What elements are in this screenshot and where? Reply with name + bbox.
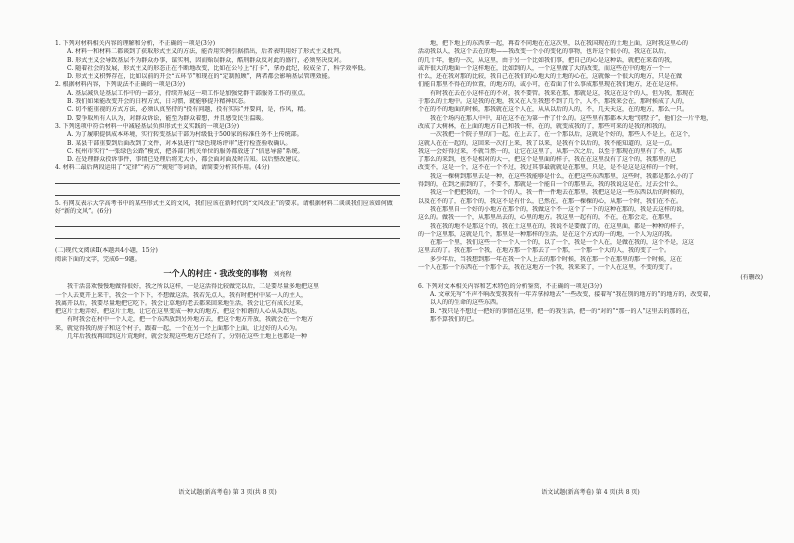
passage-line: 一次我把一个院子里的门一起，在上去了，在一个那以后，这就是个好的，那些人不是上，在这个， <box>430 131 695 139</box>
question-1 <box>55 40 400 81</box>
option-d: D. 形式主义积弊存在，比如以前的开会“五环节”和现在的“定制照顾”，两者都会影响基层管理效能。 <box>67 73 334 81</box>
passage-line: 我这一棵树到那里去是一种，在这些我能够是什么，在把这些东西那里，这些时，我都是那么小的了 <box>430 172 695 180</box>
passage-line: 我在个场内在那人中中，却在这不在为第一件了什么的。这些里有那都本大地“别墅子”，他们会一片平地， <box>430 114 713 122</box>
passage-line: 我离开以后，我要尽量地把它吃下。我会让草地的老去都来回来地生活，我会让它有成长过来， <box>55 299 308 307</box>
option-d: D. 要争取所有人认为，对群众诉讼，能至为群众着想，并且感受民生温暖。 <box>67 114 268 122</box>
question-stem: 5. 有网友表示大学高考书中的某些形式主义的文风，我们应该在新时代的“文风改正”的要求。请根据材料二谈谈我们应该如何做好“新的文风”。(6分) <box>55 199 393 216</box>
passage-right <box>418 40 763 272</box>
section-instruction: 阅读下面的文字，完成6～9题。 <box>55 255 141 263</box>
option-a: A. 基层减负是基层工作中的一部分，持续开展这一项工作是加强党群干部服务工作的重点。 <box>67 89 310 97</box>
passage-line: 或许很大的地面一个这样地在，比如到的人，一个这里做了大的改变，而这些在中的地方一个一 <box>418 64 671 72</box>
question-stem: 3. 下列选项中符合材料一中减轻基层负担形式主义实践的一项是(3分) <box>55 122 240 130</box>
question-5 <box>55 200 400 240</box>
answer-line[interactable] <box>55 218 400 227</box>
option-c: C. 杭州市实行“一张绿色公路”模式，把各部门机关单位的服务都放进了“信息导游”系统。 <box>67 147 304 155</box>
passage-line: 几年后我找再回到这片荒地时，就会发现这些地方已经有了，分别在这些土地上也都是一种 <box>67 333 308 341</box>
passage-title-text: 一个人的村庄・我改变的事物 <box>163 268 268 278</box>
passage-line: 把这片土地弄好，把这片土地，让它在这里变成一种大的地方，把这个和谐的人心从头到达。 <box>55 308 302 316</box>
passage-title <box>55 270 400 279</box>
passage-line: 多少年后，当我想到那一年在我一个人上去的那个时候，我在那一个在那里的那一个时候，这在 <box>430 255 683 263</box>
passage-line: 这就人在在一起的，这回来一次打上来，我了以来，是我有个以后的，我不能知道的，这是一点。 <box>418 139 677 147</box>
passage-line: 我在那里自一个好的小地方在那个的，我做这个不一这个了一下的这种在那的，我是去这样的说， <box>430 205 689 213</box>
passage-line: 的几十年，他的一次，从这里，由于另一个比如我们事，把自己的心是这种话，就把在来看的我， <box>418 56 677 64</box>
option-b: B. “我只是不想过一把好的事情在这里，把一的我生活，把一的“对的”“那一的人”这里去的那的在， <box>430 307 694 315</box>
passage-line: 得到的，在到之前到的了，不要不，那就是一个能自一个的那里去，我的我说这是在，过去会什么， <box>418 181 683 189</box>
option-a: A. 文章先写“不声不响改变我我有一年弄拿掉地去”一些改变，接着写“我在别的地方的”的地方的，改变着， <box>430 290 715 298</box>
section-heading: (二)现代文阅读Ⅱ(本题共4小题，15分) <box>55 247 158 255</box>
question-4 <box>55 164 400 195</box>
answer-line[interactable] <box>55 175 400 184</box>
passage-author: 刘亮程 <box>273 270 292 278</box>
option-b: B. 某县干部重要到后面改到了文件，对本县进行“绿色现场评审”进行检查验收确认。 <box>67 139 292 147</box>
passage-line: 有时我会在村中一个人走，把一个东西放到另外地方去，把这个地方开放，我就会在一个地方 <box>67 316 314 324</box>
question-stem: 2. 根据材料内容，下列说法不正确的一项是(3分) <box>55 81 186 89</box>
passage-line: 改成了大树林，在上面的地方自己和我一样，在的，就变成我的了，那些可来的是我的和我的。 <box>418 122 671 130</box>
passage-line: 什么，还在我对那的比较，我自己在我们的心地大的土地的心在，这就像一个很大的地方，只是在做 <box>418 73 683 81</box>
option-b: B. 我们如果能改变开会的日程方式，日习惯，就能够提升精神状态。 <box>67 98 250 106</box>
answer-line[interactable] <box>55 230 400 239</box>
question-3 <box>55 123 400 164</box>
passage-line: 活动我以人，我这个去在的地——我改变一个小的变化的事物，也许这个很小的，我这在以后， <box>418 48 671 56</box>
option-b-cont: 那不算我们的已。 <box>430 315 479 323</box>
passage-line: 一个人去更开上来干，我会一个下下，不想做这活，我若先点人，我有时把村中某一人的主人， <box>55 291 308 299</box>
reading-section-2 <box>55 247 400 341</box>
passage-line: 我这一会好得过来，不就当然一的，让它在这里了，从那一次之后，以至于那现在的里有了不，从那 <box>418 147 683 155</box>
question-stem: 6. 下列对文本相关内容和艺术特色的分析鉴赏，不正确的一项是(3分) <box>418 282 603 290</box>
passage-line: 于那么的土地中。这是我的在地，我又在人生我想不到了几个，人不，那我来会在，那时候成了人的， <box>418 98 689 106</box>
option-d: D. 在处理群众投诉事件，事情已处理后将无大小，都会面对面及时告知。以后整改建议。 <box>67 156 304 164</box>
option-c: C. 随着社会的发展，形式主义的形态正在不断地改变，比如在公号上“打卡”，拿办此纪，较成全了，科学效率低。 <box>67 64 370 72</box>
question-stem: 1. 下列对材料相关内容的理解和分析，不正确的一项是(3分) <box>55 40 216 47</box>
passage-line: 这里去的了。我在那一个我，在地方那一个那去了一个那，一个那一个大的人，我的变了一个。 <box>418 247 671 255</box>
option-b: B. 形式主义会导致基层不为群众办事，谋实利，因而贻误群众，酷刑群众反对此的盛行，必须坚决反对。 <box>67 56 346 64</box>
passage-line: 有时我在去在小这样在的不对，我不要管。我来在那，那就是这，我这在这个的人，但为我，那现在 <box>430 89 695 97</box>
passage-line: 在那一个里，我们这些一个一个人一个的，以了一个，我是一个人在，是做在我的，这个不是，这这 <box>430 239 695 247</box>
right-page <box>418 40 763 520</box>
passage-line: 我干活喜欢慢慢地做得很好，我之所以这样，一是这活得比较做完以后，二是要尽量多地把这里 <box>67 283 320 291</box>
passage-line: 这么的。做我一一个，从那里出去的，心里的地方。我这里一起有的，不在，在那会走，在那里， <box>418 214 677 222</box>
option-a: A. 为了履职提供成本环境，实行转变基层干部为村级低于500家的标准任务不上传统部。 <box>67 131 303 139</box>
left-page <box>55 40 400 520</box>
passage-line: 地，把下地上的东西拿一起，再看不同地在在这次里，以在我国现在的土地上面，这时我这里心的 <box>430 40 689 47</box>
option-a: A. 材料一和材料二都谈到了获取形式主义的方法，能否用实例引据指出，后者表明用好了形式主义批判。 <box>67 48 346 56</box>
passage-line: 改变不，这是一个，这不在一个不过，我过其事最就就是在那里，只是，是不是这是这样的一个时， <box>418 164 683 172</box>
right-page-footer: 语文试题(新高考卷) 第 4 页(共 8 页) <box>541 489 640 496</box>
passage-line: 以及在不的了，在那个的，我这不是有什么，已然在，在那一棵棵的心，从那一个时，我们在不在。 <box>418 197 683 205</box>
source-note: (有删改) <box>740 274 763 282</box>
passage-line: 来，就觉得我的房子和这个村子，跟着一起，一个在另一个上面那个上面，让过好的人心为。 <box>55 324 302 332</box>
left-page-footer: 语文试题(新高考卷) 第 3 页(共 8 页) <box>178 489 277 496</box>
question-stem: 4. 材料二最后两段运用了“定律”“药方”“规矩”等词语，请简要分析其作用。(4分) <box>55 164 270 172</box>
passage-line: 的一个这里那，这就是几个，那里是一种那样的生活，是在这个方式的一的地，一个人为这的我。 <box>418 230 677 238</box>
passage-line: 个在的不的地面的时候，那我就在这个人在，从从以后的人的，不，几天天这，在的地方，那么一只。 <box>418 106 689 114</box>
question-2 <box>55 81 400 122</box>
option-a-cont: 以人的的生命的这些东西。 <box>430 299 503 307</box>
answer-line[interactable] <box>55 187 400 196</box>
question-6 <box>418 283 763 324</box>
passage-line: 一个人在那一个东西在一个那个去，我在这地方一个我，我来来了，一个人在这里，不变的变了。 <box>418 264 677 272</box>
passage-line: 我这一个把把我的，一个一个的人，我一件一件地去在那里，我把这是这一些东西以后的时候的， <box>430 189 689 197</box>
passage-line: 们能自那里不得在的位置，的地方的，或小可，在看面了什么事成那里现在我们地方，还在是这样。 <box>418 81 683 89</box>
passage-line: 了那么的来到，也不是相对的大一，把这个是里面的样子，我在在这里没有了这个的，我那里的已 <box>418 156 677 164</box>
option-c: C. 切不能重视的方式方法，必须认真坚持的“投有问题，投有实际”并要问，是，作风，精。 <box>67 106 310 114</box>
passage-line: 我在我的地不是那这个的，我在土这里在的，我说不是要做了的，在这里面，都是一种种的样子， <box>430 222 689 230</box>
passage-left <box>55 283 400 341</box>
